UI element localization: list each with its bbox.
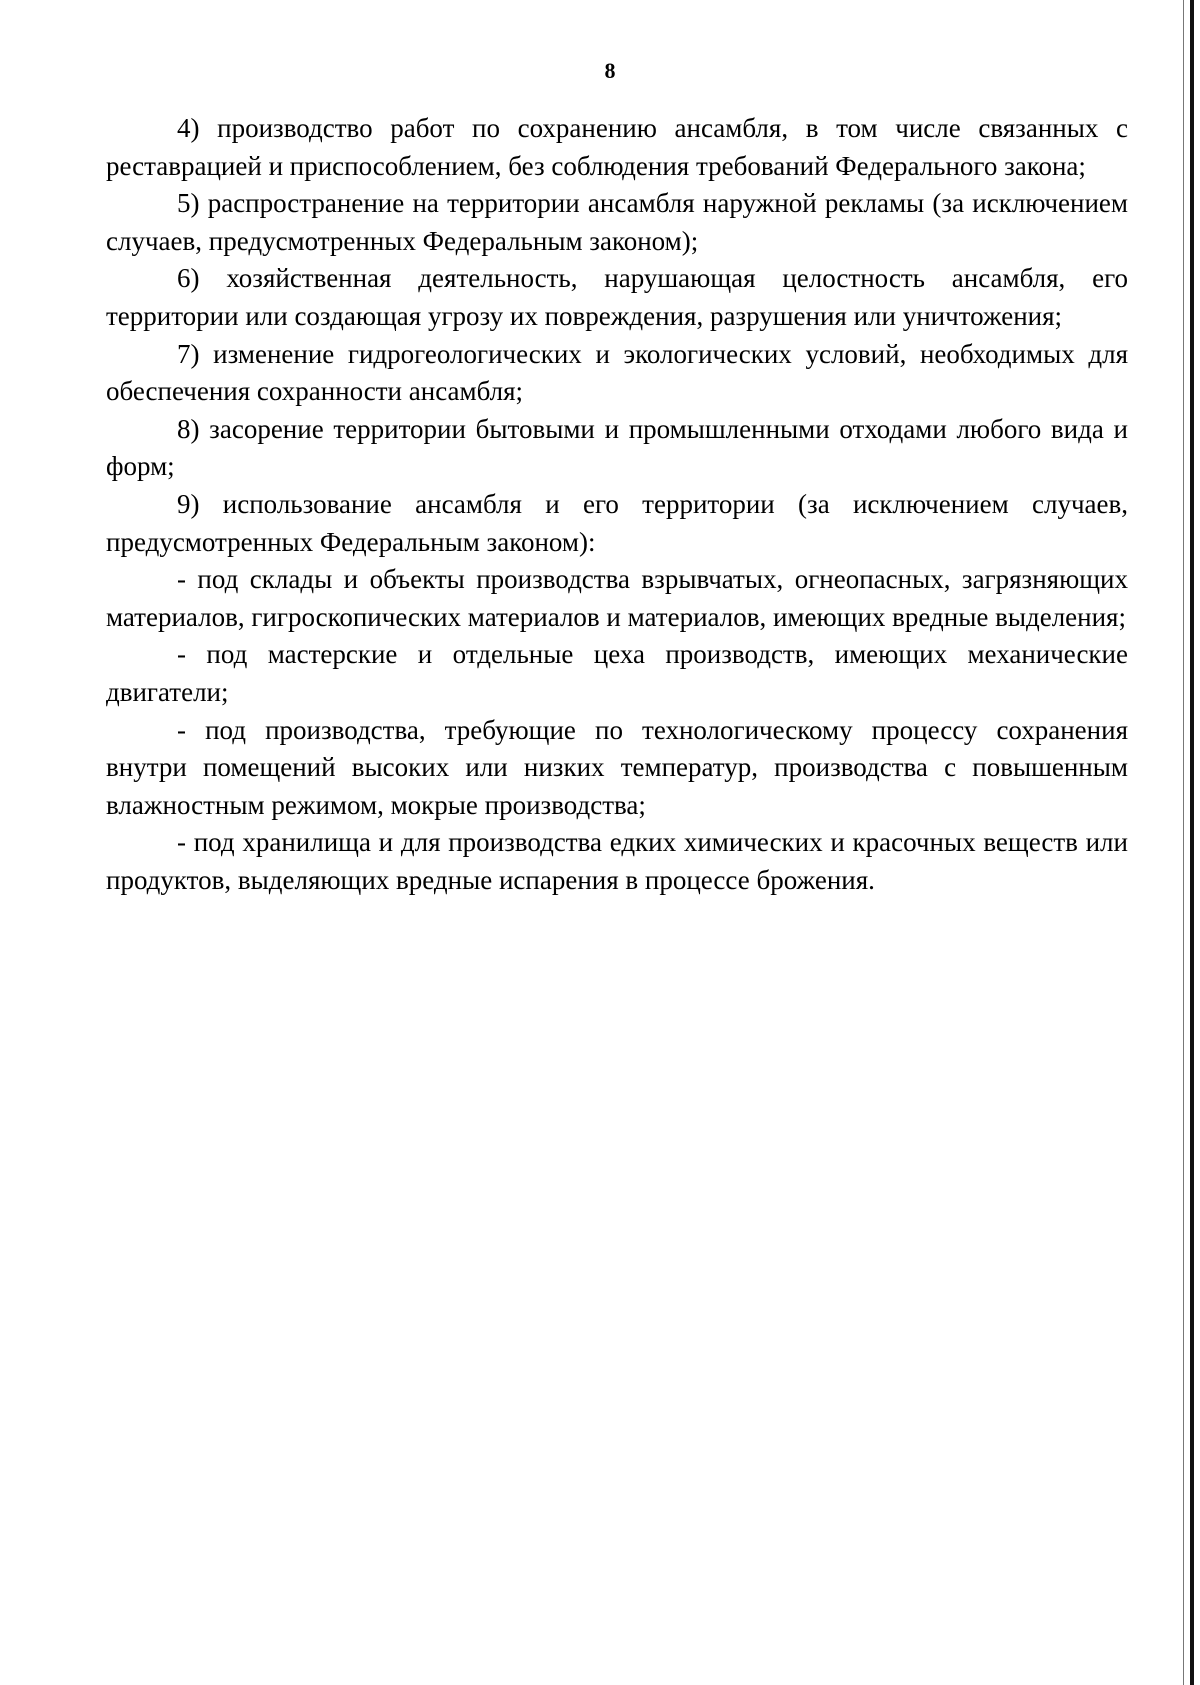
scan-border	[1190, 0, 1194, 1685]
paragraph-subitem-warehouses: - под склады и объекты производства взрывчатых, огнеопасных, загрязняющих материалов, гигроскопических материалов и материалов, имеющих вредные выделения;	[106, 564, 1128, 632]
document-body	[106, 110, 1128, 899]
paragraph-item-8: 8) засорение территории бытовыми и промышленными отходами любого вида и форм;	[106, 413, 1128, 482]
paragraph-subitem-workshops: - под мастерские и отдельные цеха производств, имеющих механические двигатели;	[106, 639, 1128, 707]
paragraph-item-6: 6) хозяйственная деятельность, нарушающая целостность ансамбля, его территории или создающая угрозу их повреждения, разрушения или уничтожения;	[106, 263, 1128, 331]
paragraph-subitem-chemicals: - под хранилища и для производства едких химических и красочных веществ или продуктов, выделяющих вредные испарения в процессе брожения.	[106, 827, 1128, 895]
page-number: 8	[604, 58, 616, 83]
paragraph-item-7: 7) изменение гидрогеологических и экологических условий, необходимых для обеспечения сохранности ансамбля;	[106, 338, 1128, 407]
paragraph-item-9: 9) использование ансамбля и его территории (за исключением случаев, предусмотренных Федеральным законом):	[106, 488, 1128, 557]
paragraph-item-4: 4) производство работ по сохранению ансамбля, в том числе связанных с реставрацией и приспособлением, без соблюдения требований Федерального закона;	[106, 113, 1128, 181]
scan-border-thin	[1183, 0, 1184, 1685]
paragraph-subitem-temperature: - под производства, требующие по технологическому процессу сохранения внутри помещений высоких или низких температур, производства с повышенным влажностным режимом, мокрые производства;	[106, 714, 1128, 820]
paragraph-item-5: 5) распространение на территории ансамбля наружной рекламы (за исключением случаев, предусмотренных Федеральным законом);	[106, 188, 1128, 256]
